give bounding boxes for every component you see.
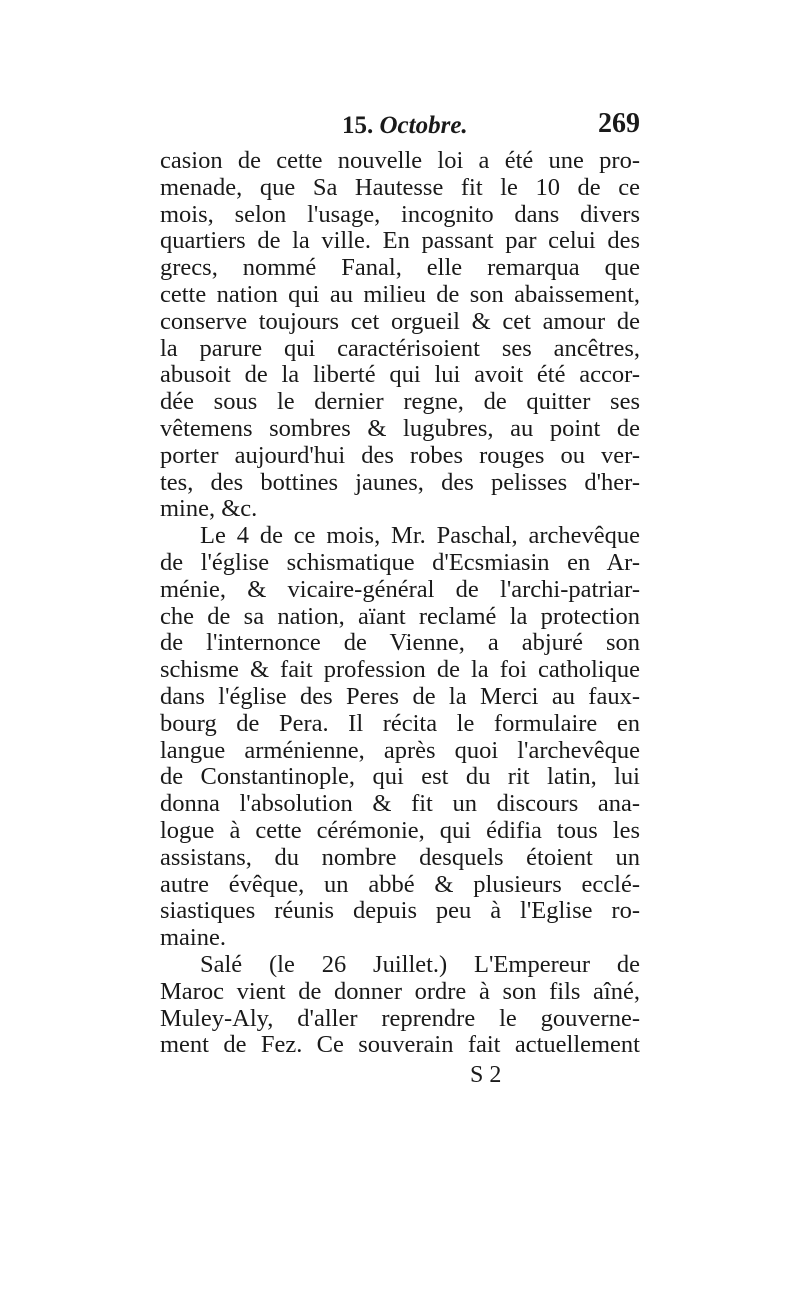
text-line: ménie, & vicaire-général de l'archi-patriar- xyxy=(160,575,640,603)
text-line: bourg de Pera. Il récita le formulaire en xyxy=(160,709,640,737)
text-line: tes, des bottines jaunes, des pelisses d'her- xyxy=(160,468,640,496)
text-line: dée sous le dernier regne, de quitter ses xyxy=(160,388,640,416)
text-line: casion de cette nouvelle loi a été une pro- xyxy=(160,147,640,174)
text-line: ment de Fez. Ce souverain fait actuellement xyxy=(160,1031,640,1059)
text-line: logue à cette cérémonie, qui édifia tous les xyxy=(160,816,640,844)
text-line: cette nation qui au milieu de son abaissement, xyxy=(160,280,640,308)
text-line: Maroc vient de donner ordre à son fils aîné, xyxy=(160,977,640,1005)
text-line: Muley-Aly, d'aller reprendre le gouverne- xyxy=(160,1004,640,1032)
text-line: Salé (le 26 Juillet.) L'Empereur de xyxy=(200,950,640,978)
text-line: menade, que Sa Hautesse fit le 10 de ce xyxy=(160,173,640,201)
text-line: che de sa nation, aïant reclamé la protection xyxy=(160,602,640,630)
text-line: donna l'absolution & fit un discours ana- xyxy=(160,790,640,818)
header-date-month: Octobre. xyxy=(379,112,468,139)
text-line: de Constantinople, qui est du rit latin, lui xyxy=(160,763,640,791)
text-line: grecs, nommé Fanal, elle remarqua que xyxy=(160,254,640,282)
text-line: autre évêque, un abbé & plusieurs ecclé- xyxy=(160,870,640,898)
text-line: langue arménienne, après quoi l'archevêque xyxy=(160,736,640,764)
signature-mark: S 2 xyxy=(470,1062,502,1088)
text-line: mois, selon l'usage, incognito dans divers xyxy=(160,200,640,228)
text-line: la parure qui caractérisoient ses ancêtres, xyxy=(160,334,640,362)
text-line: vêtemens sombres & lugubres, au point de xyxy=(160,414,640,442)
running-header xyxy=(160,104,640,144)
text-line: maine. xyxy=(160,924,226,952)
text-line: porter aujourd'hui des robes rouges ou ver- xyxy=(160,441,640,469)
text-line: quartiers de la ville. En passant par celui des xyxy=(160,227,640,255)
text-line: mine, &c. xyxy=(160,495,258,523)
text-line: dans l'église des Peres de la Merci au faux- xyxy=(160,682,640,710)
text-line: de l'internonce de Vienne, a abjuré son xyxy=(160,629,640,657)
text-line: schisme & fait profession de la foi catholique xyxy=(160,656,640,684)
text-line: de l'église schismatique d'Ecsmiasin en Ar- xyxy=(160,548,640,576)
body-text xyxy=(160,148,640,1059)
text-line: conserve toujours cet orgueil & cet amour de xyxy=(160,307,640,335)
text-line: abusoit de la liberté qui lui avoit été accor- xyxy=(160,361,640,389)
page-number: 269 xyxy=(598,108,640,139)
header-date-day: 15. xyxy=(342,112,374,139)
text-line: assistans, du nombre desquels étoient un xyxy=(160,843,640,871)
text-line: siastiques réunis depuis peu à l'Eglise ro- xyxy=(160,897,640,925)
text-line: Le 4 de ce mois, Mr. Paschal, archevêque xyxy=(200,522,640,550)
header-date xyxy=(342,112,468,140)
